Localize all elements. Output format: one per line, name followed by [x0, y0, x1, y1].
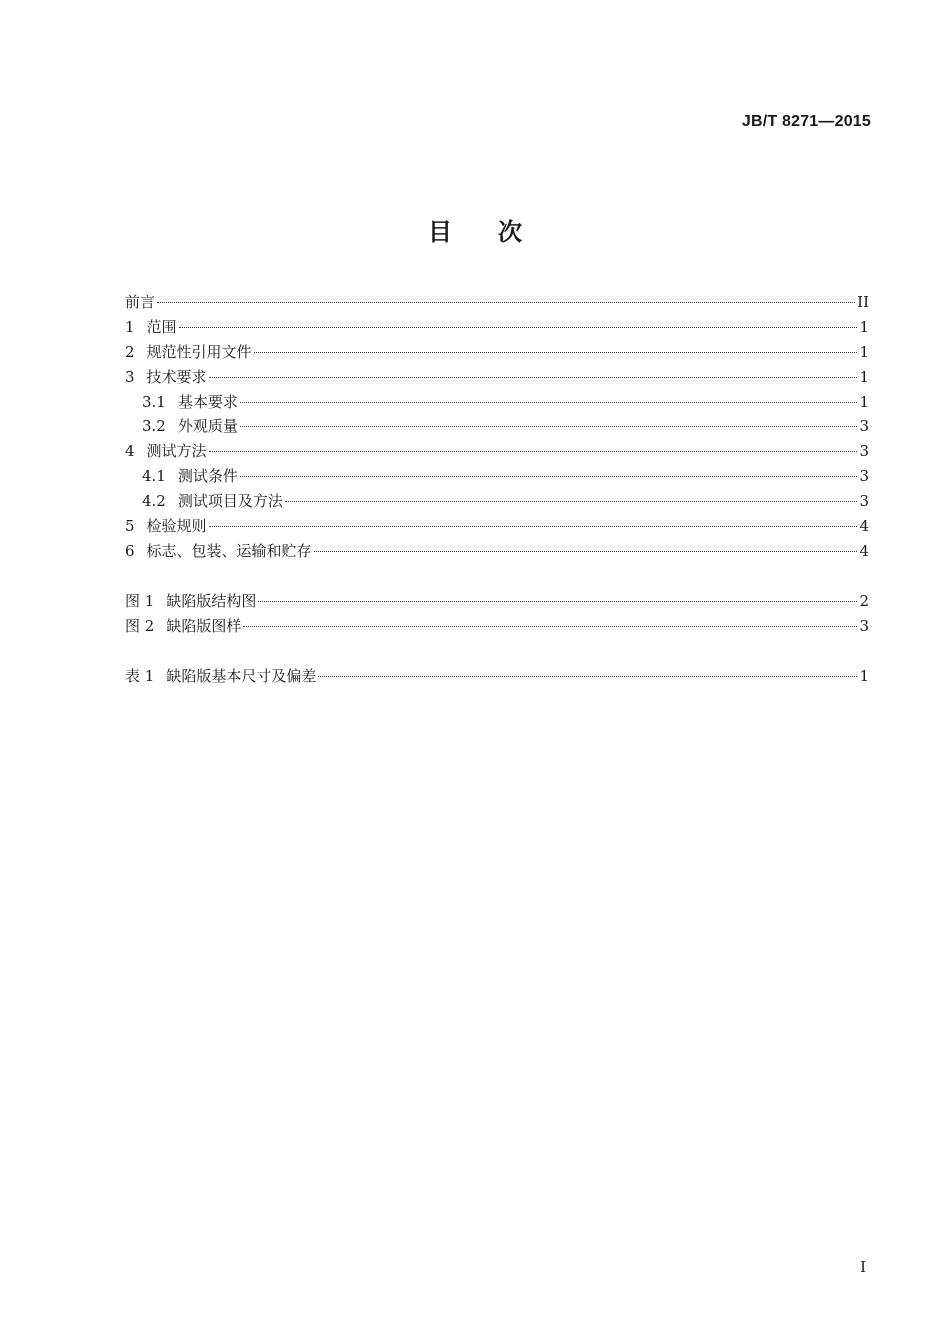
toc-entry-page: 3 [859, 467, 869, 485]
dot-leader [314, 551, 857, 552]
toc-entry-3[interactable] [125, 366, 869, 388]
dot-leader [240, 426, 857, 427]
toc-entry-page: 1 [859, 368, 869, 386]
dot-leader [179, 327, 857, 328]
toc-entry-text: 测试条件 [177, 467, 238, 485]
toc-entry-page: 1 [859, 393, 869, 411]
toc-entry-text: 基本要求 [177, 393, 238, 411]
toc-entry-number: 6 [125, 542, 135, 560]
figure-number: 图 1 [125, 592, 155, 610]
toc-entry-text: 检验规则 [146, 517, 207, 535]
dot-leader [285, 501, 857, 502]
toc-entry-number: 3 [125, 368, 135, 386]
toc-entry-6[interactable] [125, 540, 869, 562]
toc-entry-4-2[interactable] [142, 490, 869, 512]
toc-entry-text: 外观质量 [177, 417, 238, 435]
dot-leader [209, 451, 857, 452]
toc-entry-text: 测试方法 [146, 442, 207, 460]
toc-entry-page: 1 [859, 318, 869, 336]
figure-number: 图 2 [125, 617, 155, 635]
toc-entry-page: 3 [859, 442, 869, 460]
toc-entry-number: 4.1 [142, 467, 166, 485]
title-char-2: 次 [498, 218, 522, 246]
toc-entry-2[interactable] [125, 341, 869, 363]
toc-entry-number: 3.2 [142, 417, 166, 435]
dot-leader [209, 377, 857, 378]
toc-entry-page: 4 [859, 517, 869, 535]
table-page: 1 [859, 667, 869, 685]
toc-entry-number: 2 [125, 343, 135, 361]
dot-leader [318, 676, 857, 677]
standard-code: JB/T 8271—2015 [741, 113, 871, 130]
dot-leader [258, 601, 857, 602]
toc-entry-number: 1 [125, 318, 135, 336]
toc-entry-4[interactable] [125, 440, 869, 462]
toc-entry-4-1[interactable] [142, 465, 869, 487]
figure-page: 2 [859, 592, 869, 610]
toc-entry-text: 技术要求 [146, 368, 207, 386]
table-number: 表 1 [125, 667, 155, 685]
dot-leader [240, 476, 857, 477]
toc-entry-page: 3 [859, 417, 869, 435]
toc-entry-number: 4 [125, 442, 135, 460]
toc-entry-page: II [857, 293, 869, 311]
toc-entry-page: 4 [859, 542, 869, 560]
toc-entry-1[interactable] [125, 316, 869, 338]
dot-leader [240, 402, 857, 403]
toc-entry-page: 3 [859, 492, 869, 510]
toc-entry-text: 规范性引用文件 [146, 343, 252, 361]
figure-title: 缺陷版结构图 [166, 592, 257, 610]
table-title: 缺陷版基本尺寸及偏差 [166, 667, 317, 685]
page-number: I [860, 1258, 866, 1276]
dot-leader [209, 526, 857, 527]
figure-title: 缺陷版图样 [166, 617, 242, 635]
toc-entry-foreword[interactable] [125, 291, 869, 313]
toc-entry-page: 1 [859, 343, 869, 361]
toc-entry-number: 5 [125, 517, 135, 535]
toc-entry-text: 标志、包装、运输和贮存 [146, 542, 312, 560]
toc-figure-2[interactable] [125, 615, 869, 637]
toc-entry-5[interactable] [125, 515, 869, 537]
toc-entry-text: 测试项目及方法 [177, 492, 283, 510]
toc-table-1[interactable] [125, 665, 869, 687]
title-char-1: 目 [428, 218, 452, 246]
page-title [0, 212, 950, 247]
dot-leader [157, 302, 855, 303]
toc-entry-3-1[interactable] [142, 391, 869, 413]
dot-leader [254, 352, 857, 353]
dot-leader [243, 626, 857, 627]
toc-entry-number: 4.2 [142, 492, 166, 510]
toc-entry-3-2[interactable] [142, 415, 869, 437]
toc-entry-text: 范围 [146, 318, 177, 336]
toc-entry-text: 前言 [125, 293, 156, 311]
toc-figure-1[interactable] [125, 590, 869, 612]
figure-page: 3 [859, 617, 869, 635]
toc-entry-number: 3.1 [142, 393, 166, 411]
